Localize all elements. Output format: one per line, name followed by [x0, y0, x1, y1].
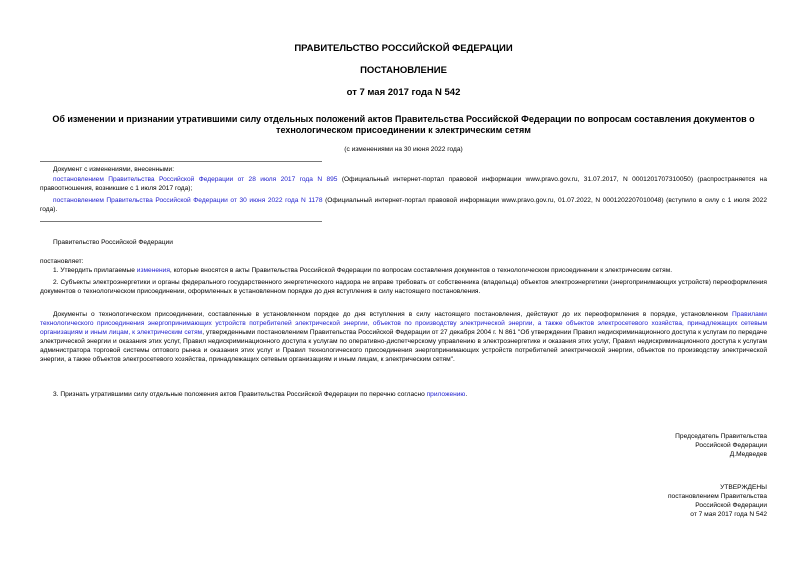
divider-bottom	[40, 221, 322, 222]
resolves: постановляет:	[40, 258, 84, 265]
paragraph-1: 1. Утвердить прилагаемые изменения, которые вносятся в акты Правительства Российской Федерации по вопросам составления документов о технологическом присоединении к электрическим сетям.	[53, 267, 673, 274]
signature-block	[467, 432, 767, 459]
signature-title: Председатель Правительства	[675, 433, 767, 440]
approved-block	[467, 483, 767, 519]
approved-label: УТВЕРЖДЕНЫ	[720, 484, 767, 491]
divider-top	[40, 161, 322, 162]
changes-intro: Документ с изменениями, внесенными:	[53, 166, 175, 173]
change-link-1[interactable]: постановлением Правительства Российской Федерации от 28 июля 2017 года N 895	[53, 176, 338, 183]
government-heading: ПРАВИТЕЛЬСТВО РОССИЙСКОЙ ФЕДЕРАЦИИ	[294, 43, 513, 54]
paragraph-2: 2. Субъекты электроэнергетики и органы федерального государственного энергетического надзора не вправе требовать от собственника (владельца) объектов электроэнергетики (энергопринимающих устройств) переоформления документов о технологическом присоединении, оформленных в установленном порядке до дня вступления в силу настоящего постановления.	[40, 279, 767, 295]
rules-link[interactable]: Правилами технологического присоединения энергопринимающих устройств потребителей электрической энергии, объектов по производству электрической энергии, а также объектов электросетевого хозяйства, принадлежащих сетевым организациям и иным лицам, к электрическим сетям	[40, 311, 767, 336]
document-date-number: от 7 мая 2017 года N 542	[346, 87, 461, 98]
signature-org: Российской Федерации	[695, 442, 767, 449]
change-link-2[interactable]: постановлением Правительства Российской Федерации от 30 июня 2022 года N 1178	[53, 197, 323, 204]
paragraph-4: 3. Признать утратившими силу отдельные положения актов Правительства Российской Федерации по перечню согласно приложению.	[53, 391, 468, 398]
change-item-2	[40, 196, 767, 214]
change-text-2: (Официальный интернет-портал правовой информации www.pravo.gov.ru, 01.07.2022, N 0001202207010048) (вступило в силу с 1 июля 2022 года).	[40, 197, 767, 213]
change-item-1	[40, 175, 767, 193]
revision-note: (с изменениями на 30 июня 2022 года)	[344, 146, 463, 153]
signature-name: Д.Медведев	[729, 451, 767, 458]
change-text-1: (Официальный интернет-портал правовой информации www.pravo.gov.ru, 31.07.2017, N 0001201707310050) (распространяется на правоотношения, возникшие с 1 июля 2017 года);	[40, 176, 767, 192]
issuer: Правительство Российской Федерации	[53, 239, 173, 246]
changes-link[interactable]: изменения	[136, 267, 170, 274]
approved-by: постановлением Правительства	[667, 493, 767, 500]
paragraph-3: Документы о технологическом присоединении, составленные в установленном порядке до дня вступления в силу настоящего постановления, действуют до их переоформления в порядке, установленном Правилами технологического присоединения энергопринимающих устройств потребителей электрической энергии, объектов по производству электрической энергии, а также объектов электросетевого хозяйства, принадлежащих сетевым организациям и иным лицам, к электрическим сетям, утвержденными постановлением Правительства Российской Федерации от 27 декабря 2004 г. N 861 "Об утверждении Правил недискриминационного доступа к услугам по передаче электрической энергии и оказания этих услуг, Правил недискриминационного доступа к услугам по оперативно-диспетчерскому управлению в электроэнергетике и оказания этих услуг, Правил недискриминационного доступа к услугам администратора торговой системы оптового рынка и оказания этих услуг и Правил технологического присоединения энергопринимающих устройств потребителей электрической энергии, объектов по производству электрической энергии, а также объектов электросетевого хозяйства, принадлежащих сетевым организациям и иным лицам, к электрическим сетям".	[40, 311, 767, 363]
approved-org: Российской Федерации	[695, 502, 767, 509]
document-type: ПОСТАНОВЛЕНИЕ	[360, 65, 447, 76]
appendix-link[interactable]: приложению	[426, 391, 466, 398]
document-title: Об изменении и признании утратившими силу отдельных положений актов Правительства Российской Федерации по вопросам составления документов о технологическом присоединении к электрическим сетям	[52, 114, 755, 135]
approved-date: от 7 мая 2017 года N 542	[690, 511, 767, 518]
